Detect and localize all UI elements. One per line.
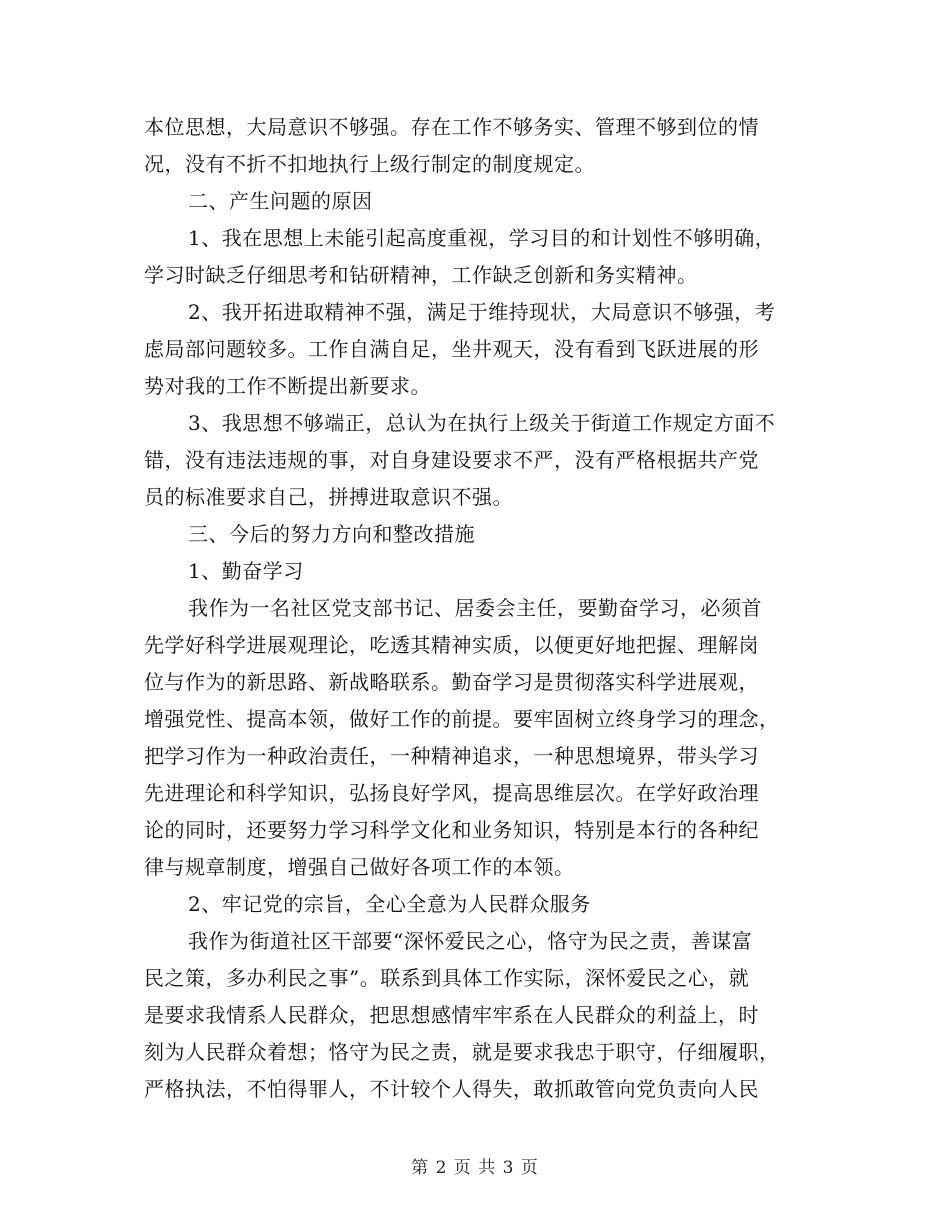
page-number-footer: 第 2 页 共 3 页: [411, 1158, 539, 1178]
text-line: 增强党性、提高本领，做好工作的前提。要牢固树立终身学习的理念，: [144, 707, 780, 731]
text-line: 严格执法，不怕得罪人，不计较个人得失，敢抓敢管向党负责向人民: [144, 1077, 759, 1101]
text-line: 况，没有不折不扣地执行上级行制定的制度规定。: [144, 152, 595, 176]
text-line: 论的同时，还要努力学习科学文化和业务知识，特别是本行的各种纪: [144, 818, 759, 842]
text-line: 民之策，多办利民之事”。联系到具体工作实际，深怀爱民之心，就: [144, 966, 750, 990]
text-line: 1、我在思想上未能引起高度重视，学习目的和计划性不够明确，: [188, 226, 776, 250]
text-line: 我作为一名社区党支部书记、居委会主任，要勤奋学习，必须首: [188, 596, 762, 620]
text-line: 把学习作为一种政治责任，一种精神追求，一种思想境界，带头学习: [144, 744, 759, 768]
text-line: 错，没有违法违规的事，对自身建设要求不严，没有严格根据共产党: [144, 448, 759, 472]
text-line: 学习时缺乏仔细思考和钻研精神，工作缺乏创新和务实精神。: [144, 263, 698, 287]
text-line: 1、勤奋学习: [188, 559, 304, 583]
text-line: 虑局部问题较多。工作自满自足，坐井观天，没有看到飞跃进展的形: [144, 337, 759, 361]
document-body: [144, 109, 812, 1108]
text-line: 三、今后的努力方向和整改措施: [188, 522, 475, 546]
text-line: 位与作为的新思路、新战略联系。勤奋学习是贯彻落实科学进展观，: [144, 670, 759, 694]
text-line: 2、牢记党的宗旨，全心全意为人民群众服务: [188, 892, 591, 916]
text-line: 3、我思想不够端正，总认为在执行上级关于街道工作规定方面不: [188, 411, 776, 435]
text-line: 员的标准要求自己，拼搏进取意识不强。: [144, 485, 513, 509]
text-line: 先学好科学进展观理论，吃透其精神实质，以便更好地把握、理解岗: [144, 633, 759, 657]
text-line: 先进理论和科学知识，弘扬良好学风，提高思维层次。在学好政治理: [144, 781, 759, 805]
text-line: 2、我开拓进取精神不强，满足于维持现状，大局意识不够强，考: [188, 300, 776, 324]
text-line: 本位思想，大局意识不够强。存在工作不够务实、管理不够到位的情: [144, 115, 759, 139]
text-line: 我作为街道社区干部要“深怀爱民之心，恪守为民之责，善谋富: [188, 929, 753, 953]
text-line: 二、产生问题的原因: [188, 189, 373, 213]
text-line: 律与规章制度，增强自己做好各项工作的本领。: [144, 855, 575, 879]
text-line: 势对我的工作不断提出新要求。: [144, 374, 431, 398]
text-line: 是要求我情系人民群众，把思想感情牢牢系在人民群众的利益上，时: [144, 1003, 759, 1027]
text-line: 刻为人民群众着想；恪守为民之责，就是要求我忠于职守，仔细履职，: [144, 1040, 780, 1064]
